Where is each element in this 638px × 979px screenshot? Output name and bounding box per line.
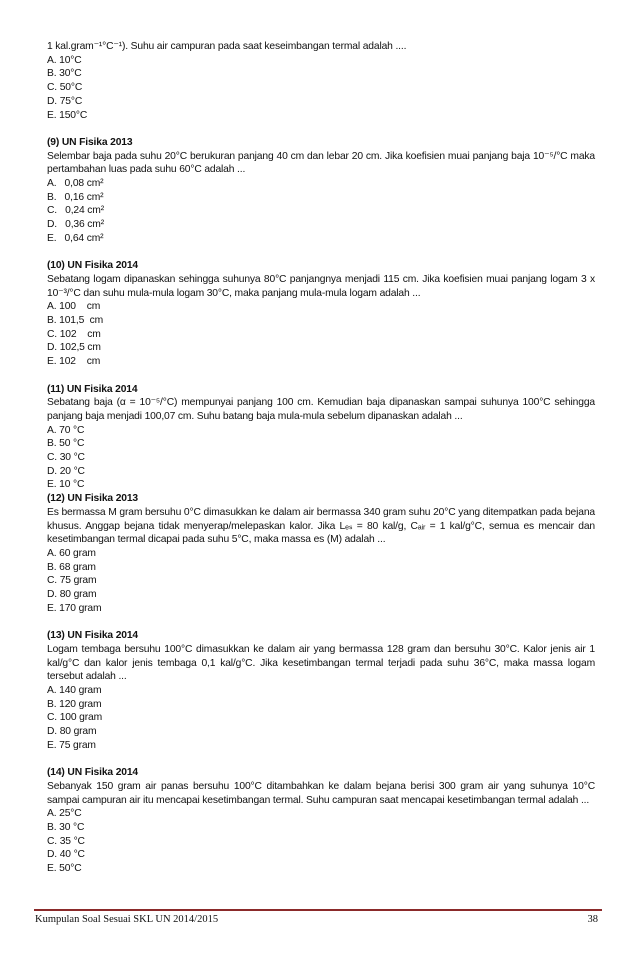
option-c: C. 0,24 cm² (47, 205, 104, 217)
question-11-title: (11) UN Fisika 2014 (47, 383, 138, 395)
question-12-text: Es bermassa M gram bersuhu 0°C dimasukkan ke dalam air bermassa 340 gram suhu 20°C yang ditempatkan pada bejana khusus. Anggap bejana tidak menyerap/melepaskan kalor. Jika Lₑₛ = 80 kal/g, Cₐᵢᵣ = 1 kal/g°C, semua es mencair dan kesetimbangan termal dicapai pada suhu 5°C, maka massa es (M) adalah ... (47, 506, 595, 546)
question-9-title: (9) UN Fisika 2013 (47, 136, 133, 148)
question-12-title: (12) UN Fisika 2013 (47, 493, 139, 505)
option-d: D. 40 °C (47, 849, 85, 861)
option-e: E. 10 °C (47, 479, 85, 491)
question-13-title: (13) UN Fisika 2014 (47, 630, 139, 642)
option-c: C. 75 gram (47, 575, 97, 587)
question-14-title: (14) UN Fisika 2014 (47, 767, 139, 779)
option-e: E. 170 gram (47, 602, 102, 614)
option-d: D. 80 gram (47, 589, 97, 601)
option-a: A. 60 gram (47, 547, 96, 559)
option-d: D. 80 gram (47, 726, 97, 738)
option-e: E. 150°C (47, 109, 88, 121)
option-a: A. 140 gram (47, 684, 102, 696)
page-number: 38 (587, 914, 598, 925)
option-b: B. 50 °C (47, 438, 85, 450)
option-a: A. 25°C (47, 808, 82, 820)
option-d: D. 0,36 cm² (47, 219, 104, 231)
option-c: C. 100 gram (47, 712, 103, 724)
option-d: D. 75°C (47, 95, 83, 107)
option-c: C. 30 °C (47, 452, 85, 464)
option-c: C. 35 °C (47, 835, 85, 847)
option-b: B. 68 gram (47, 561, 96, 573)
option-a: A. 0,08 cm² (47, 178, 104, 190)
option-a: A. 10°C (47, 54, 82, 66)
option-b: B. 0,16 cm² (47, 191, 104, 203)
question-13-text: Logam tembaga bersuhu 100°C dimasukkan ke dalam air yang bermassa 128 gram dan bersuhu 30°C. Kalor jenis air 1 kal/g°C dan kalor jenis tembaga 0,1 kal/g°C. Jika kesetimbangan termal terjadi pada suhu 36°C, maka massa logam tersebut adalah ... (47, 643, 595, 683)
option-e: E. 102 cm (47, 356, 101, 368)
option-a: A. 70 °C (47, 424, 85, 436)
question-10-title: (10) UN Fisika 2014 (47, 260, 139, 272)
option-b: B. 30 °C (47, 822, 85, 833)
option-c: C. 50°C (47, 82, 83, 94)
footer-divider (34, 909, 602, 911)
option-b: B. 101,5 cm (47, 315, 104, 327)
question-10-text: Sebatang logam dipanaskan sehingga suhunya 80°C panjangnya menjadi 115 cm. Jika koefisien muai panjang logam 3 x 10⁻³/°C dan suhu mula-mula logam 30°C, maka panjang mula-mula logam adalah ... (47, 273, 595, 299)
question-11-text: Sebatang baja (α = 10⁻⁵/°C) mempunyai panjang 100 cm. Kemudian baja dipanaskan sampai suhunya 100°C sehingga panjang baja menjadi 100,07 cm. Suhu batang baja mula-mula sebelum dipanaskan adalah ... (47, 397, 595, 422)
option-a: A. 100 cm (47, 301, 101, 313)
document-body (47, 40, 595, 876)
option-b: B. 120 gram (47, 698, 102, 710)
question-14-text: Sebanyak 150 gram air panas bersuhu 100°C ditambahkan ke dalam bejana berisi 300 gram air yang suhunya 10°C sampai campuran air itu mencapai kesetimbangan termal. Suhu campuran saat mencapai kesetimbangan termal adalah ... (47, 780, 595, 806)
option-e: E. 0,64 cm² (47, 232, 104, 244)
question-8-text: 1 kal.gram⁻¹°C⁻¹). Suhu air campuran pada saat keseimbangan termal adalah .... (47, 41, 407, 52)
footer-title: Kumpulan Soal Sesuai SKL UN 2014/2015 (35, 914, 219, 925)
option-e: E. 75 gram (47, 739, 96, 751)
option-c: C. 102 cm (47, 328, 101, 340)
option-d: D. 20 °C (47, 465, 85, 477)
option-e: E. 50°C (47, 863, 82, 875)
question-9-text: Selembar baja pada suhu 20°C berukuran panjang 40 cm dan lebar 20 cm. Jika koefisien muai panjang baja 10⁻⁵/°C maka pertambahan luas pada suhu 60°C adalah ... (47, 150, 595, 176)
option-d: D. 102,5 cm (47, 342, 101, 354)
option-b: B. 30°C (47, 68, 82, 80)
